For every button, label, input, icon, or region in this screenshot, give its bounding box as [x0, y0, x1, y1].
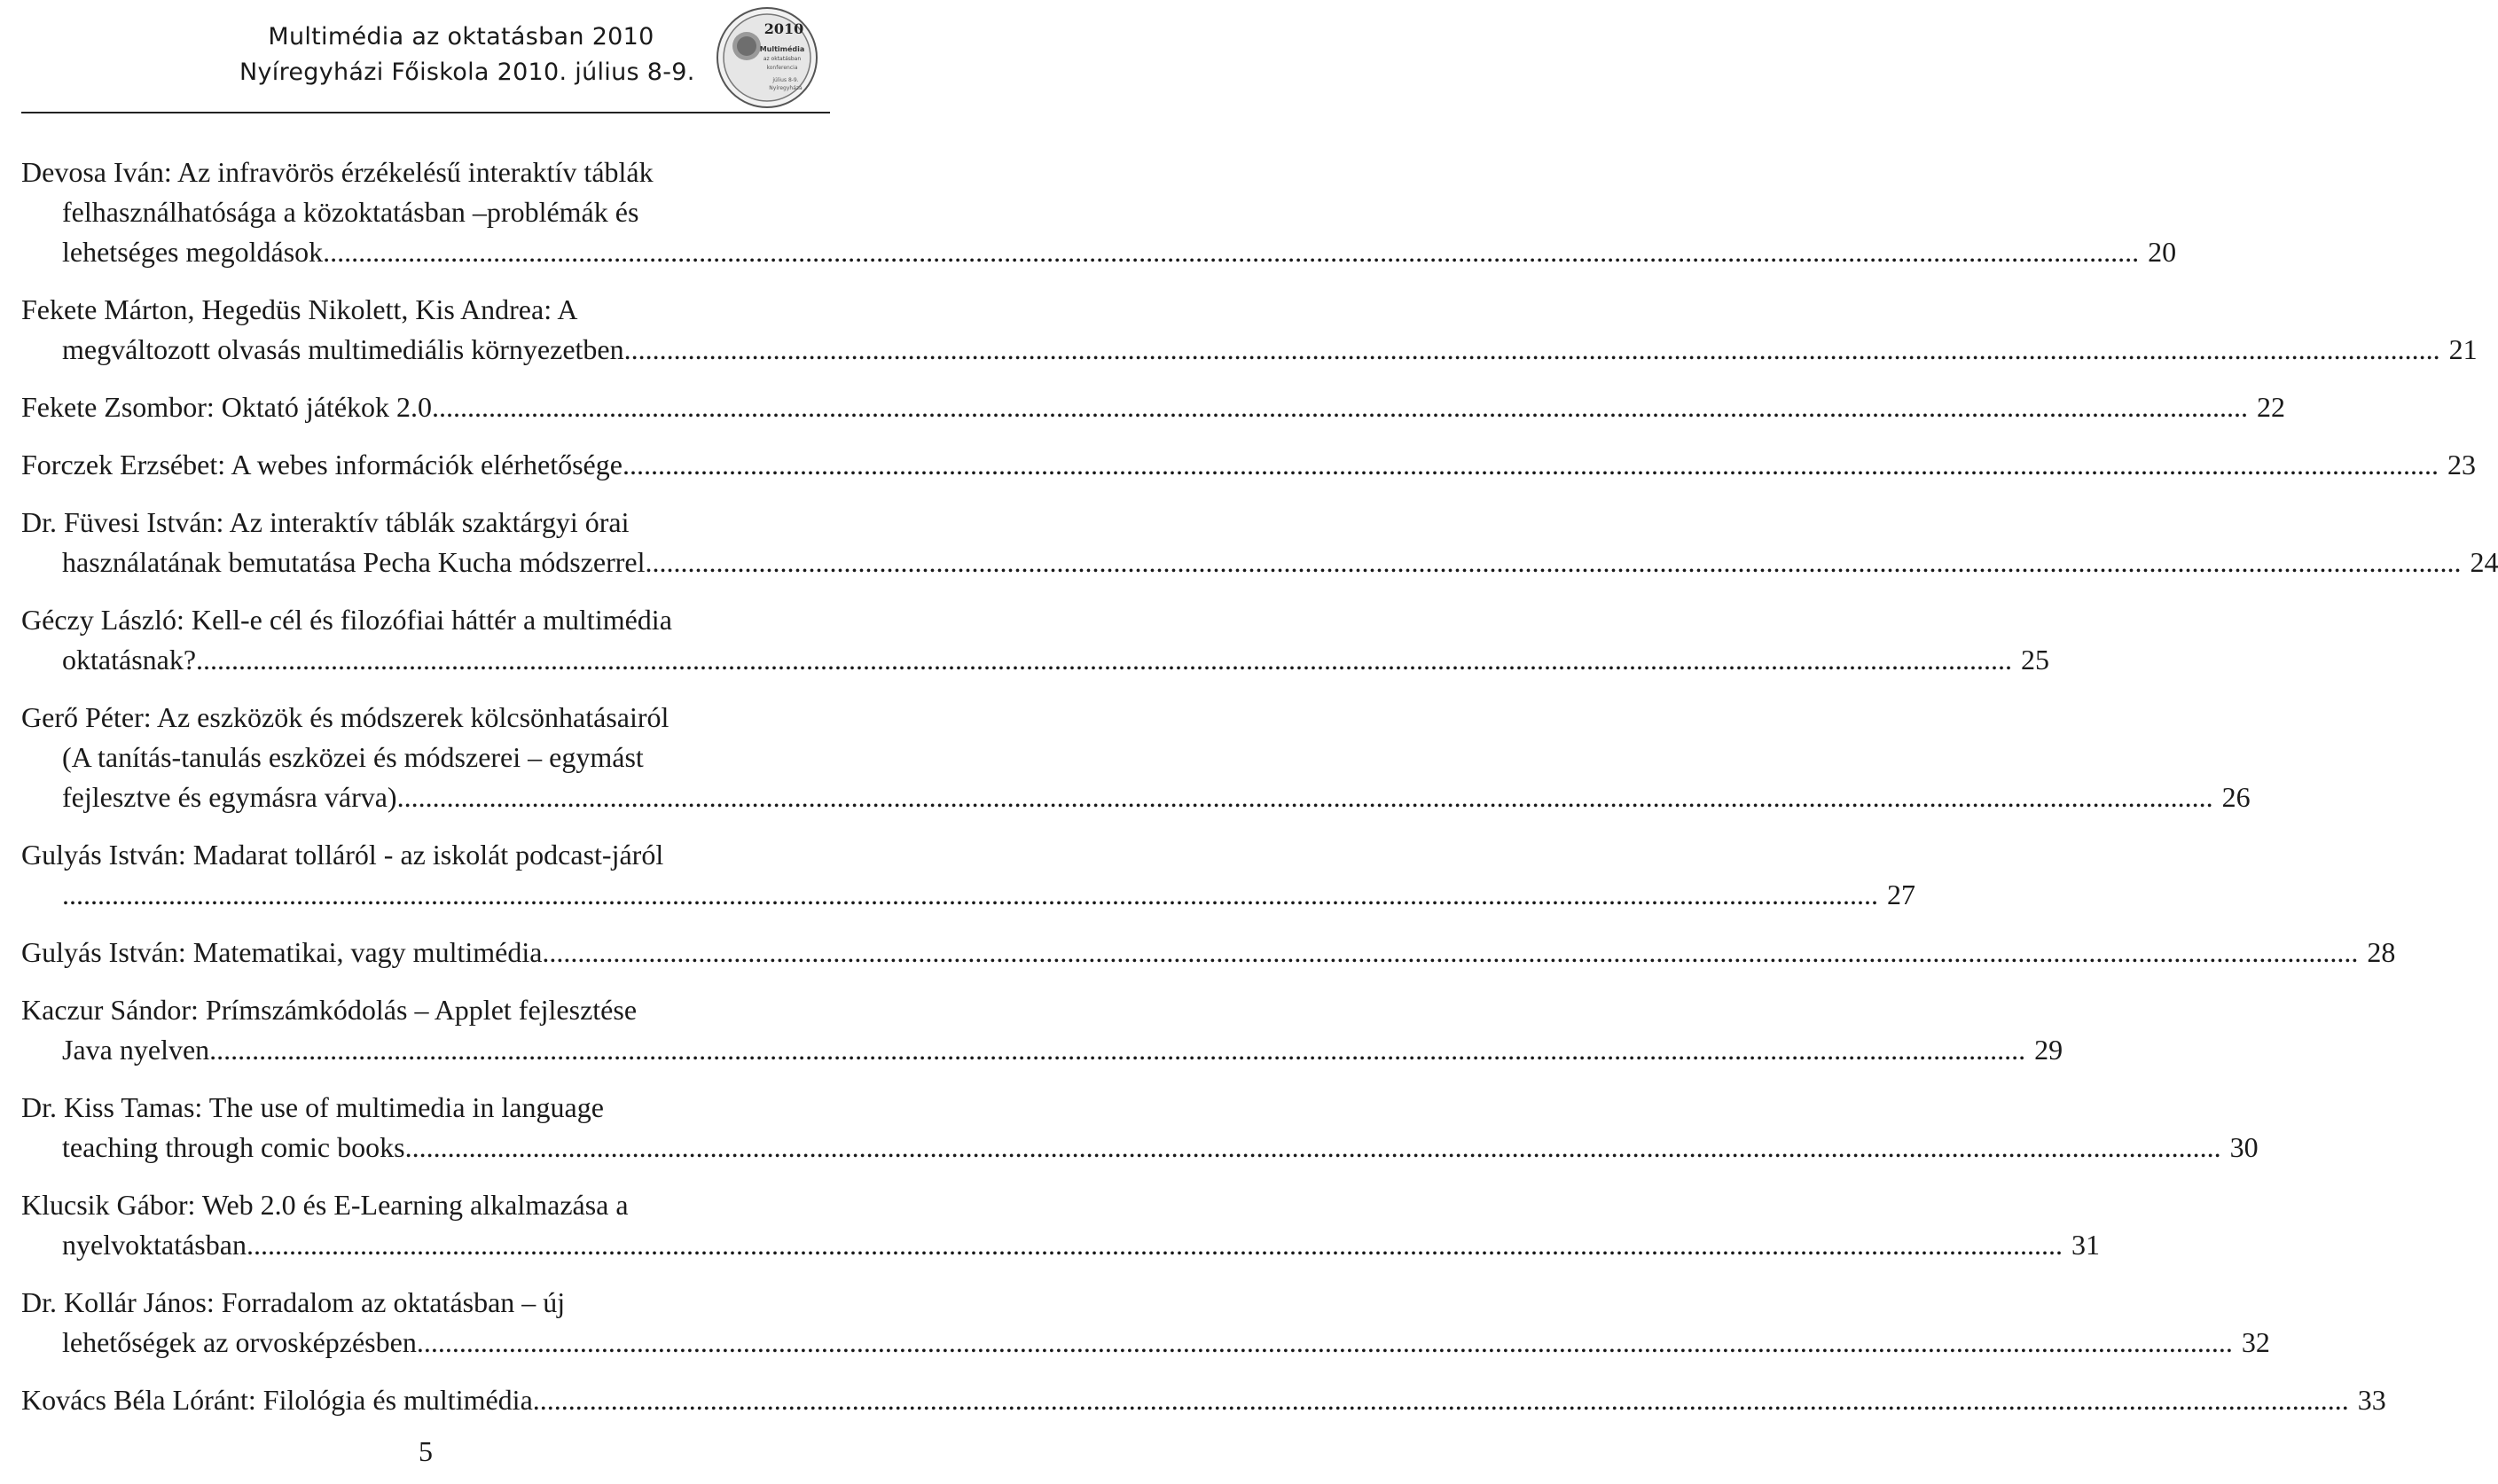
toc-entry — [21, 1185, 2100, 1265]
toc-entry-last-line — [21, 933, 2396, 972]
toc-entry-line: Klucsik Gábor: Web 2.0 és E-Learning alkalmazása a — [21, 1189, 629, 1221]
toc-entry-title-end: oktatásnak? — [62, 644, 197, 676]
toc-page-number: 21 — [2448, 333, 2478, 365]
toc-entry-line: Géczy László: Kell-e cél és filozófiai háttér a multimédia — [21, 604, 672, 636]
toc-entry — [21, 445, 2476, 485]
toc-dot-leader — [397, 781, 2213, 813]
conference-title: Multimédia az oktatásban 2010 — [268, 23, 654, 51]
toc-dot-leader — [432, 391, 2248, 423]
toc-entry — [21, 600, 2050, 680]
toc-entry-title-end: megváltozott olvasás multimediális környezetben — [62, 333, 624, 365]
toc-entry-title-end: fejlesztve és egymásra várva) — [62, 781, 397, 813]
header-rule — [21, 112, 830, 113]
toc-dot-leader — [417, 1326, 2233, 1358]
toc-dot-leader — [624, 333, 2440, 365]
toc-page-number: 30 — [2229, 1131, 2259, 1163]
toc-entry-title-end: teaching through comic books — [62, 1131, 405, 1163]
toc-entry-line: felhasználhatósága a közoktatásban –problémák és — [62, 196, 639, 228]
logo-subtitle: az oktatásban — [763, 56, 802, 62]
toc-page-number: 24 — [2470, 546, 2498, 578]
toc-entry-title-end: Forczek Erzsébet: A webes információk elérhetősége — [21, 449, 623, 480]
toc-dot-leader — [542, 936, 2358, 968]
toc-entry-last-line — [21, 1380, 2386, 1420]
toc-entry-last-line — [21, 640, 2050, 680]
toc-entry — [21, 1380, 2386, 1420]
toc-entry-line: (A tanítás-tanulás eszközei és módszerei – egymást — [62, 741, 644, 773]
toc-entry — [21, 698, 2251, 817]
toc-entry-last-line — [21, 543, 2498, 582]
toc-entry-title-end: Fekete Zsombor: Oktató játékok 2.0 — [21, 391, 433, 423]
toc-entry-line: Gerő Péter: Az eszközök és módszerek kölcsönhatásairól — [21, 701, 670, 733]
toc-entry-last-line — [21, 1128, 2259, 1168]
toc-page-number: 20 — [2148, 236, 2177, 268]
toc-entry-last-line — [21, 777, 2251, 817]
toc-dot-leader — [405, 1131, 2221, 1163]
conference-seal-logo — [715, 5, 819, 110]
toc-entry-last-line — [21, 445, 2476, 485]
toc-entry-last-line — [21, 875, 1915, 915]
toc-dot-leader — [247, 1229, 2063, 1261]
toc-entry-title-end: lehetőségek az orvosképzésben — [62, 1326, 417, 1358]
logo-city: Nyíregyháza — [769, 85, 803, 91]
toc-page-number: 32 — [2241, 1326, 2270, 1358]
toc-page-number: 25 — [2021, 644, 2050, 676]
toc-entry-line: Kaczur Sándor: Prímszámkódolás – Applet fejlesztése — [21, 994, 638, 1026]
logo-conference: konferencia — [766, 65, 798, 71]
toc-page-number: 26 — [2221, 781, 2251, 813]
toc-dot-leader — [645, 546, 2461, 578]
toc-entry-title-end: használatának bemutatása Pecha Kucha módszerrel — [62, 546, 646, 578]
toc-entry — [21, 933, 2396, 972]
toc-entry-last-line — [21, 1030, 2063, 1070]
toc-entry-last-line — [21, 1225, 2100, 1265]
toc-page-number: 22 — [2257, 391, 2286, 423]
page-number: 5 — [419, 1435, 433, 1467]
toc-entry-title-end: Kovács Béla Lóránt: Filológia és multimédia — [21, 1384, 533, 1416]
toc-entry — [21, 835, 1915, 915]
toc-entry-line: Dr. Füvesi István: Az interaktív táblák szaktárgyi órai — [21, 506, 630, 538]
toc-entry-last-line — [21, 1323, 2270, 1363]
toc-dot-leader — [623, 449, 2439, 480]
conference-venue-date: Nyíregyházi Főiskola 2010. július 8-9. — [239, 59, 695, 86]
toc-dot-leader — [533, 1384, 2349, 1416]
toc-entry — [21, 387, 2286, 427]
header-text — [239, 20, 695, 90]
toc-page-number: 29 — [2034, 1034, 2063, 1066]
toc-entry-title-end: lehetséges megoldások — [62, 236, 324, 268]
toc-entry-last-line — [21, 232, 2177, 272]
toc-entry-line: Devosa Iván: Az infravörös érzékelésű interaktív táblák — [21, 156, 654, 188]
table-of-contents — [21, 152, 2498, 1438]
logo-title: Multimédia — [759, 45, 805, 53]
toc-entry — [21, 503, 2498, 582]
page-header — [0, 0, 851, 113]
logo-date: július 8-9. — [772, 77, 799, 83]
toc-entry — [21, 1088, 2259, 1168]
toc-page-number: 23 — [2447, 449, 2476, 480]
toc-dot-leader — [196, 644, 2012, 676]
toc-entry-line: Dr. Kiss Tamas: The use of multimedia in language — [21, 1091, 604, 1123]
toc-entry — [21, 1283, 2270, 1363]
toc-page-number: 33 — [2357, 1384, 2386, 1416]
toc-dot-leader — [209, 1034, 2025, 1066]
toc-entry — [21, 152, 2177, 272]
toc-entry-line: Gulyás István: Madarat tolláról - az iskolát podcast-járól — [21, 839, 664, 871]
toc-page-number: 27 — [1887, 879, 1915, 910]
toc-entry-last-line — [21, 387, 2286, 427]
toc-entry — [21, 290, 2478, 370]
logo-year: 2010 — [763, 20, 804, 37]
toc-dot-leader — [323, 236, 2139, 268]
toc-entry-last-line — [21, 330, 2478, 370]
toc-page-number: 28 — [2367, 936, 2396, 968]
toc-entry-title-end: nyelvoktatásban — [62, 1229, 247, 1261]
toc-entry-line: Dr. Kollár János: Forradalom az oktatásban – új — [21, 1286, 566, 1318]
toc-entry-title-end: Gulyás István: Matematikai, vagy multimédia — [21, 936, 543, 968]
toc-entry-line: Fekete Márton, Hegedüs Nikolett, Kis Andrea: A — [21, 293, 578, 325]
toc-page-number: 31 — [2071, 1229, 2100, 1261]
toc-dot-leader — [62, 879, 1878, 910]
toc-entry — [21, 990, 2063, 1070]
toc-entry-title-end: Java nyelven — [62, 1034, 210, 1066]
